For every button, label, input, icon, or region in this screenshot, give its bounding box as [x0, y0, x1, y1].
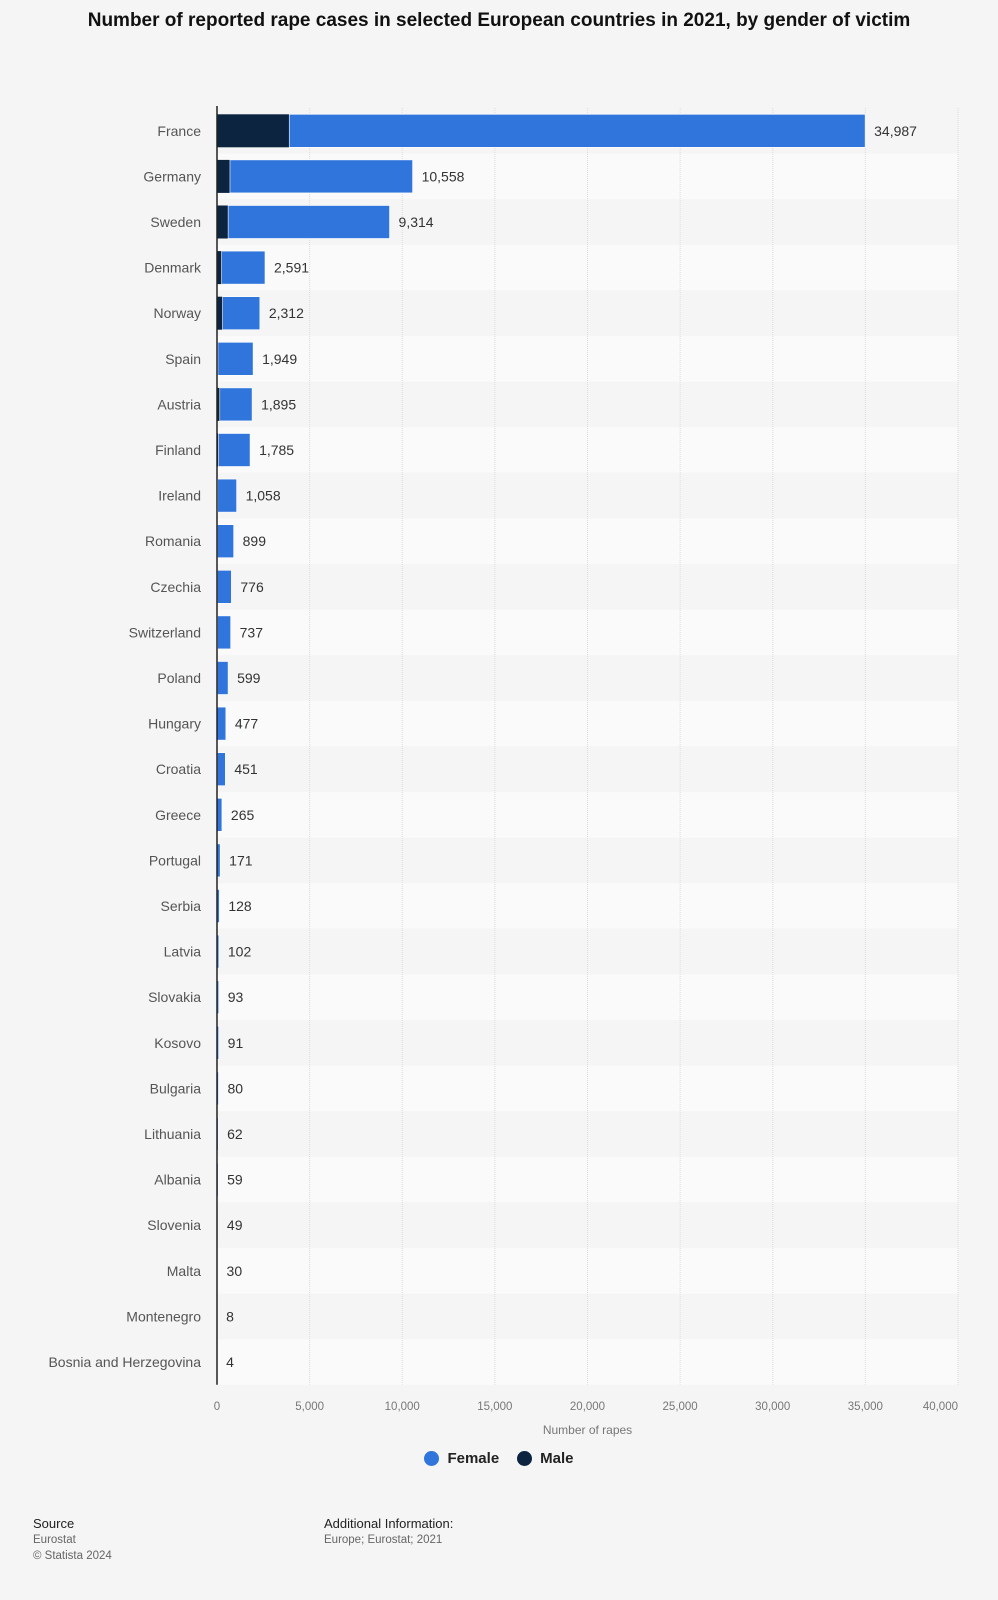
data-label: 1,895: [261, 396, 297, 413]
x-tick-label: 40,000: [922, 1400, 958, 1413]
x-tick-label: 20,000: [569, 1400, 606, 1413]
data-label: 102: [227, 943, 252, 960]
row-band: [217, 701, 958, 747]
bar-female: [222, 251, 265, 284]
bar-female: [217, 525, 233, 558]
source-name: Eurostat: [33, 1534, 76, 1546]
data-label: 91: [227, 1034, 244, 1051]
category-label: Finland: [155, 442, 201, 458]
legend-swatch-male: [517, 1451, 532, 1466]
row-band: [217, 245, 958, 291]
data-label: 93: [227, 989, 244, 1006]
row-band: [217, 974, 958, 1020]
category-label: Greece: [155, 806, 201, 823]
category-label: Latvia: [163, 943, 201, 960]
category-label: Croatia: [155, 761, 201, 778]
row-band: [217, 1202, 958, 1248]
data-label: 171: [229, 852, 253, 869]
data-label: 2,312: [268, 305, 304, 322]
legend: [0, 1450, 998, 1467]
data-label: 62: [227, 1126, 243, 1142]
data-label: 599: [237, 670, 261, 686]
data-label: 2,591: [273, 259, 310, 276]
row-band: [217, 746, 958, 792]
bar-male: [217, 160, 230, 193]
x-tick-label: 35,000: [847, 1400, 883, 1413]
bar-female: [228, 206, 389, 239]
copyright: © Statista 2024: [33, 1550, 112, 1562]
legend-label-female: Female: [447, 1450, 500, 1467]
category-label: Denmark: [144, 259, 201, 276]
legend-item-female[interactable]: [424, 1450, 499, 1467]
category-label: Bosnia and Herzegovina: [48, 1354, 201, 1370]
x-tick-label: 30,000: [755, 1400, 791, 1413]
category-label: Slovenia: [147, 1217, 201, 1234]
bar-male: [217, 297, 223, 330]
bar-female: [218, 434, 250, 467]
category-label: Slovakia: [148, 989, 201, 1006]
category-label: Switzerland: [128, 624, 201, 641]
x-tick-label: 10,000: [384, 1400, 420, 1413]
category-label: Czechia: [150, 578, 201, 595]
category-label: Norway: [153, 305, 201, 322]
category-label: Kosovo: [154, 1034, 201, 1051]
category-label: France: [157, 122, 201, 139]
source-heading: Source: [33, 1516, 75, 1531]
data-label: 128: [228, 898, 252, 914]
category-label: Austria: [157, 396, 201, 413]
data-label: 49: [226, 1217, 243, 1234]
category-label: Poland: [157, 670, 201, 686]
category-label: Portugal: [148, 852, 201, 869]
data-label: 1,058: [245, 487, 281, 504]
bar-male: [217, 114, 289, 147]
legend-item-male[interactable]: [517, 1450, 573, 1467]
bar-female: [220, 388, 252, 421]
category-label: Lithuania: [144, 1126, 201, 1142]
x-tick-label: 25,000: [662, 1400, 698, 1413]
additional-info-heading: Additional Information:: [324, 1516, 454, 1531]
additional-info-text: Europe; Eurostat; 2021: [324, 1534, 443, 1546]
category-label: Bulgaria: [149, 1080, 201, 1097]
row-band: [217, 290, 958, 336]
legend-swatch-female: [424, 1451, 439, 1466]
category-label: Sweden: [150, 214, 201, 230]
category-label: Ireland: [158, 487, 201, 504]
bar-female: [223, 297, 260, 330]
row-band: [217, 518, 958, 564]
data-label: 1,949: [262, 350, 298, 367]
legend-label-male: Male: [540, 1450, 574, 1467]
data-label: 776: [240, 578, 264, 595]
data-label: 4: [226, 1354, 234, 1370]
x-tick-label: 15,000: [477, 1400, 513, 1413]
data-label: 1,785: [259, 442, 295, 458]
data-label: 9,314: [398, 214, 434, 230]
category-label: Albania: [154, 1171, 201, 1188]
data-label: 59: [227, 1171, 243, 1188]
data-label: 8: [226, 1308, 234, 1325]
bar-female: [289, 114, 865, 147]
data-label: 10,558: [421, 168, 465, 185]
category-label: Montenegro: [126, 1308, 201, 1325]
bar-female: [218, 342, 253, 375]
additional-info-block: [324, 1516, 453, 1548]
chart-title: Number of reported rape cases in selected European countries in 2021, by gender of victim: [87, 10, 911, 31]
x-tick-label: 5,000: [295, 1400, 325, 1413]
category-label: Hungary: [148, 715, 201, 732]
x-tick-label: 0: [213, 1400, 221, 1413]
bar-male: [217, 206, 228, 239]
data-label: 34,987: [874, 122, 917, 139]
data-label: 30: [226, 1262, 243, 1279]
row-band: [217, 929, 958, 975]
data-label: 477: [234, 715, 259, 732]
category-label: Malta: [166, 1262, 201, 1279]
data-label: 899: [242, 533, 267, 550]
data-label: 265: [230, 806, 255, 823]
bar-female: [217, 707, 226, 740]
category-label: Serbia: [160, 898, 201, 914]
category-label: Spain: [165, 350, 201, 367]
data-label: 80: [227, 1080, 244, 1097]
row-band: [217, 1157, 958, 1203]
bar-female: [218, 616, 231, 649]
row-band: [217, 473, 958, 519]
source-block: [33, 1516, 112, 1564]
category-label: Germany: [143, 168, 201, 185]
data-label: 451: [234, 761, 258, 778]
bar-female: [217, 570, 231, 603]
data-label: 737: [239, 624, 264, 641]
x-axis-title: Number of rapes: [542, 1422, 633, 1437]
category-label: Romania: [144, 533, 201, 550]
bar-female: [217, 753, 225, 786]
bar-female: [217, 662, 228, 695]
bar-female: [217, 798, 222, 831]
bar-female: [218, 479, 237, 512]
bar-female: [230, 160, 413, 193]
